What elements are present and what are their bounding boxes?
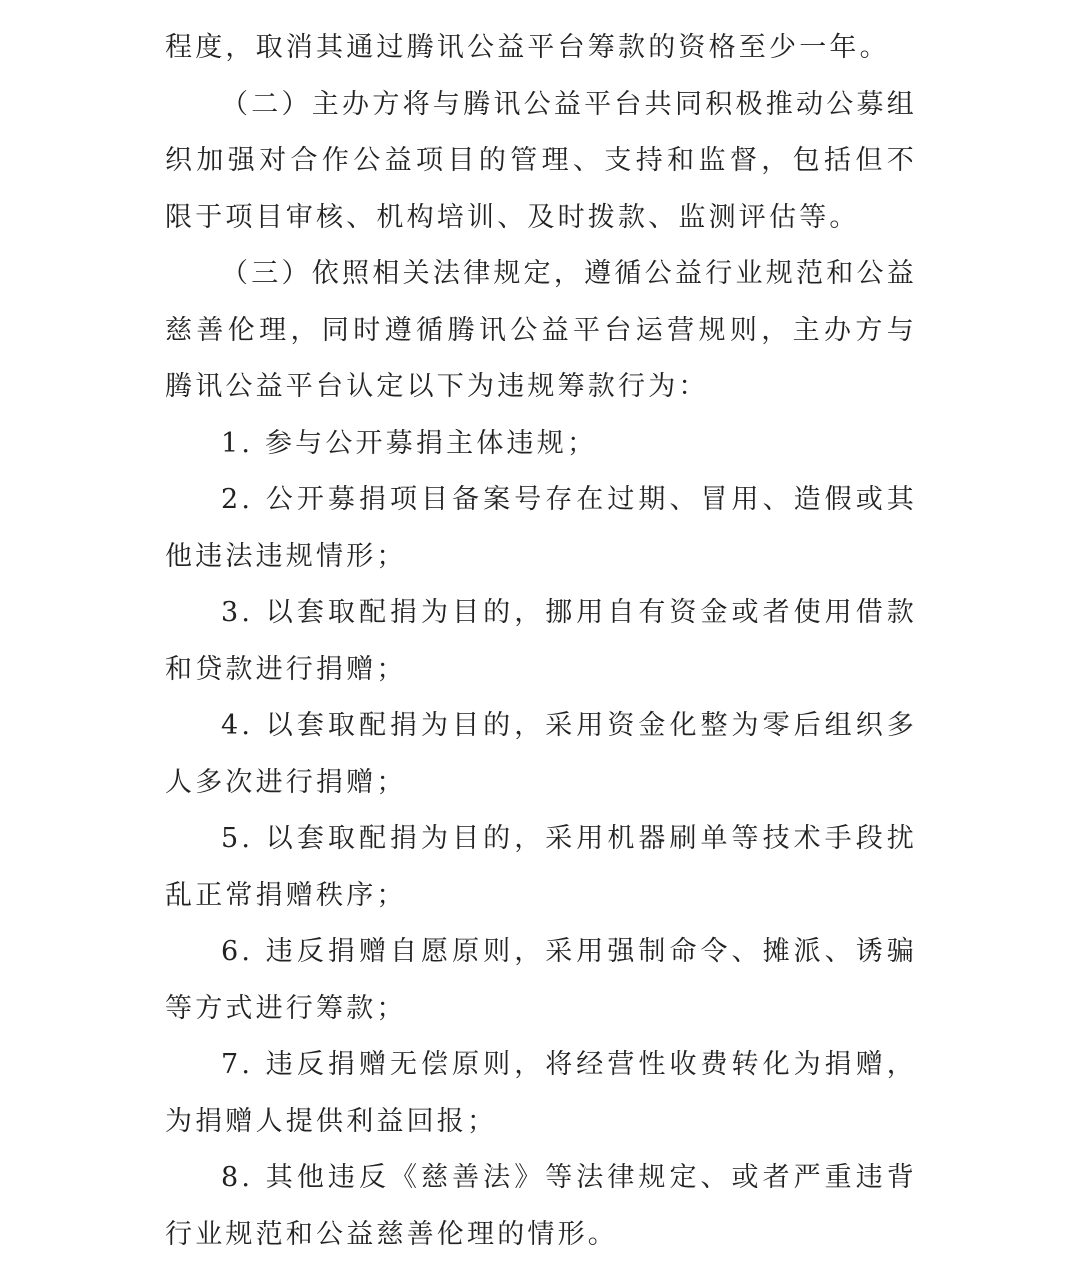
list-item-2: 2. 公开募捐项目备案号存在过期、冒用、造假或其他违法违规情形； — [165, 484, 917, 572]
list-item-8: 8. 其他违反《慈善法》等法律规定、或者严重违背行业规范和公益慈善伦理的情形。 — [165, 1162, 917, 1250]
list-item-7: 7. 违反捐赠无偿原则，将经营性收费转化为捐赠，为捐赠人提供利益回报； — [165, 1049, 917, 1137]
list-item-1: 1. 参与公开募捐主体违规； — [221, 427, 598, 459]
list-item-5: 5. 以套取配捐为目的，采用机器刷单等技术手段扰乱正常捐赠秩序； — [165, 823, 917, 911]
list-item-6: 6. 违反捐赠自愿原则，采用强制命令、摊派、诱骗等方式进行筹款； — [165, 936, 917, 1024]
document-body — [165, 20, 917, 1263]
paragraph-continuation: 程度，取消其通过腾讯公益平台筹款的资格至少一年。 — [165, 32, 890, 63]
list-item-4: 4. 以套取配捐为目的，采用资金化整为零后组织多人多次进行捐赠； — [165, 710, 917, 798]
paragraph-section-three: （三）依照相关法律规定，遵循公益行业规范和公益慈善伦理，同时遵循腾讯公益平台运营规则，主办方与腾讯公益平台认定以下为违规筹款行为： — [165, 258, 917, 402]
paragraph-section-two: （二）主办方将与腾讯公益平台共同积极推动公募组织加强对合作公益项目的管理、支持和监督，包括但不限于项目审核、机构培训、及时拨款、监测评估等。 — [165, 88, 917, 233]
list-item-3: 3. 以套取配捐为目的，挪用自有资金或者使用借款和贷款进行捐赠； — [165, 597, 917, 685]
